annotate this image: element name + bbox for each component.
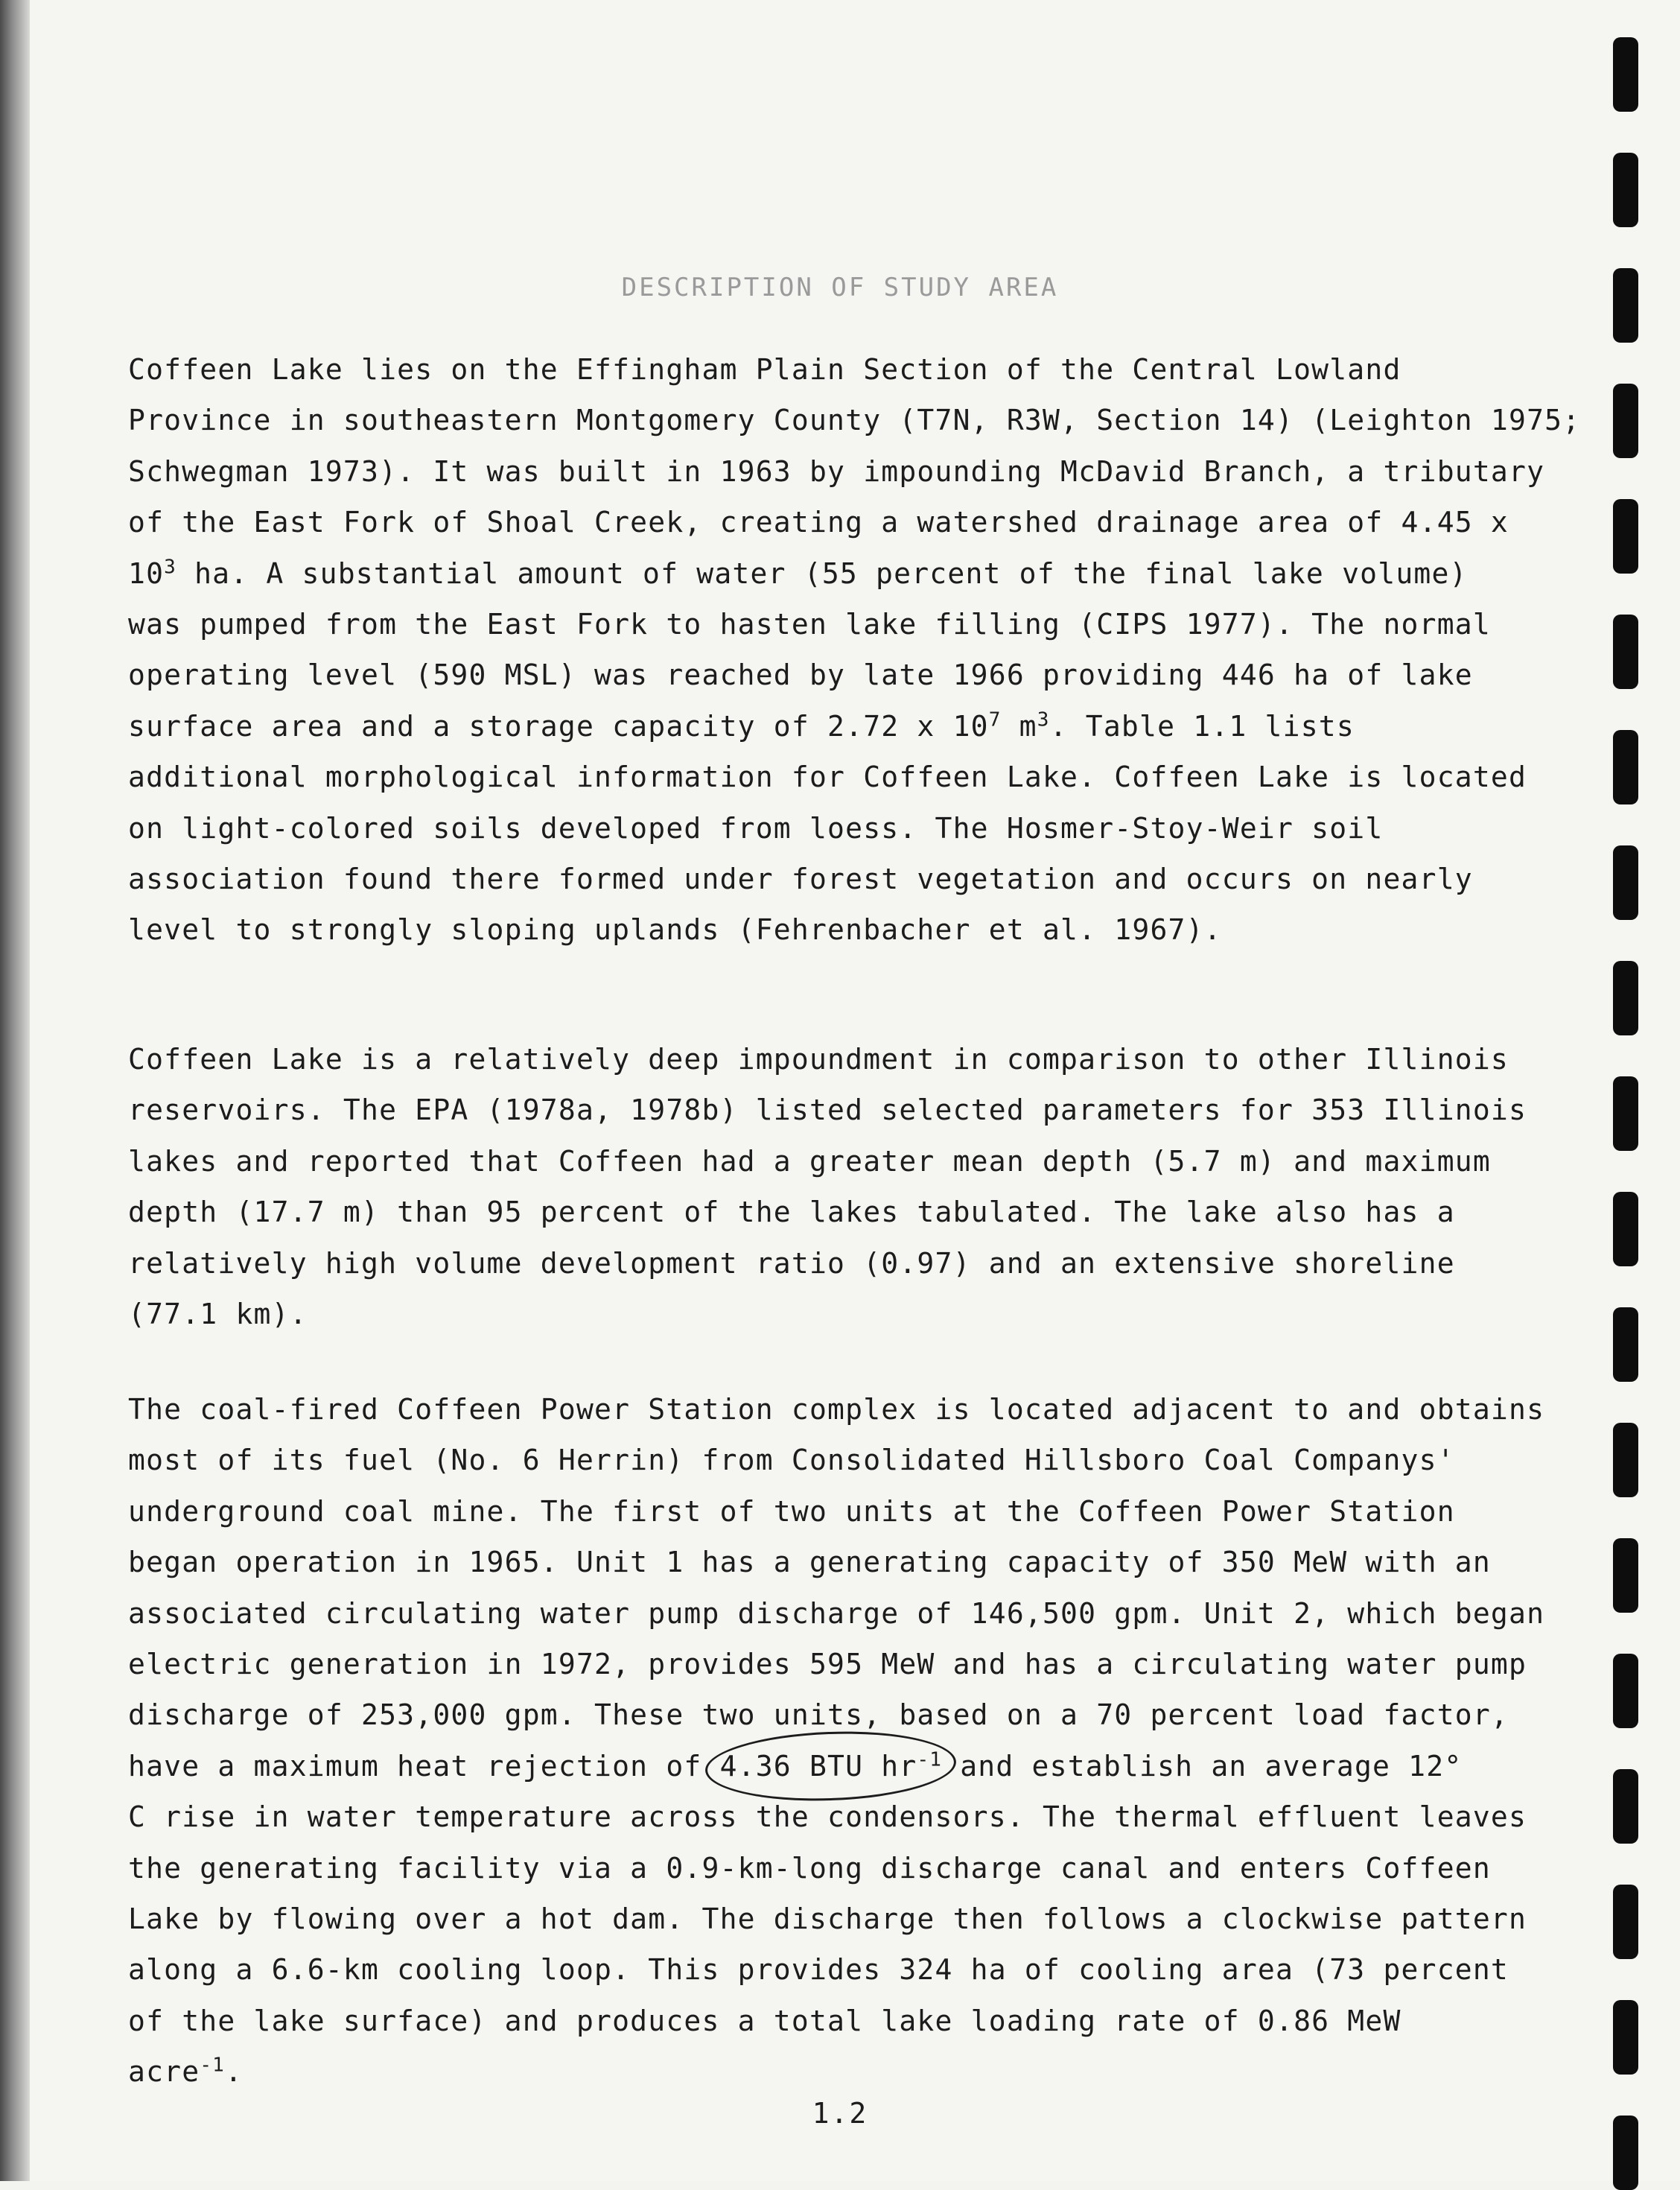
punch-hole <box>1613 961 1638 1035</box>
punch-hole <box>1613 1885 1638 1959</box>
superscript: -1 <box>917 1748 943 1771</box>
text-line: (77.1 km). <box>128 1298 308 1331</box>
punch-hole <box>1613 1192 1638 1266</box>
text-line: Schwegman 1973). It was built in 1963 by impounding McDavid Branch, a tributary <box>128 454 1545 488</box>
punch-hole <box>1613 1423 1638 1497</box>
text-fragment: m <box>1001 709 1037 743</box>
text-fragment: and establish an average 12° <box>942 1749 1463 1783</box>
punch-hole <box>1613 499 1638 574</box>
text-line <box>128 2046 1498 2097</box>
punch-hole <box>1613 153 1638 227</box>
superscript: 3 <box>164 555 177 578</box>
punch-hole <box>1613 845 1638 920</box>
text-line: The coal-fired Coffeen Power Station complex is located adjacent to and obtains <box>128 1393 1545 1426</box>
text-line: operating level (590 MSL) was reached by late 1966 providing 446 ha of lake <box>128 658 1473 692</box>
section-heading: DESCRIPTION OF STUDY AREA <box>621 273 1059 302</box>
page-number: 1.2 <box>812 2097 868 2130</box>
text-line: Lake by flowing over a hot dam. The discharge then follows a clockwise pattern <box>128 1902 1527 1936</box>
text-line: Coffeen Lake is a relatively deep impoundment in comparison to other Illinois <box>128 1043 1509 1076</box>
text-line: began operation in 1965. Unit 1 has a generating capacity of 350 MeW with an <box>128 1546 1491 1579</box>
paragraph-power-station <box>128 1384 1545 2098</box>
text-line: lakes and reported that Coffeen had a greater mean depth (5.7 m) and maximum <box>128 1144 1491 1178</box>
text-line: C rise in water temperature across the condensors. The thermal effluent leaves <box>128 1800 1527 1834</box>
paragraph-lake-depth <box>128 1034 1527 1339</box>
text-line: depth (17.7 m) than 95 percent of the lakes tabulated. The lake also has a <box>128 1196 1455 1229</box>
circled-value: 4.36 BTU hr <box>719 1749 917 1783</box>
text-line: reservoirs. The EPA (1978a, 1978b) listed selected parameters for 353 Illinois <box>128 1094 1527 1127</box>
text-line: Province in southeastern Montgomery County (T7N, R3W, Section 14) (Leighton 1975; <box>128 404 1581 437</box>
text-line: electric generation in 1972, provides 595 MeW and has a circulating water pump <box>128 1648 1527 1681</box>
handwritten-circle-annotation <box>720 1741 943 1791</box>
punch-hole <box>1613 1307 1638 1382</box>
text-fragment: . Table 1.1 lists <box>1049 709 1355 743</box>
text-fragment: acre <box>128 2055 200 2089</box>
text-line: association found there formed under forest vegetation and occurs on nearly <box>128 863 1473 896</box>
text-line <box>128 1741 1498 1791</box>
punch-hole <box>1613 1769 1638 1844</box>
text-line: the generating facility via a 0.9-km-long discharge canal and enters Coffeen <box>128 1851 1491 1885</box>
text-line: associated circulating water pump discharge of 146,500 gpm. Unit 2, which began <box>128 1596 1545 1630</box>
superscript: 3 <box>1037 708 1050 731</box>
text-line: Coffeen Lake lies on the Effingham Plain Section of the Central Lowland <box>128 353 1401 386</box>
punch-hole <box>1613 1076 1638 1151</box>
text-line: discharge of 253,000 gpm. These two units, based on a 70 percent load factor, <box>128 1698 1509 1732</box>
text-fragment: 10 <box>128 556 165 590</box>
text-line: relatively high volume development ratio (0.97) and an extensive shoreline <box>128 1246 1455 1280</box>
punch-hole <box>1613 615 1638 689</box>
text-fragment: have a maximum heat rejection of <box>128 1749 720 1783</box>
punch-hole <box>1613 1654 1638 1728</box>
paragraph-lake-description <box>128 344 1581 956</box>
text-line: was pumped from the East Fork to hasten lake filling (CIPS 1977). The normal <box>128 608 1491 641</box>
text-line: most of its fuel (No. 6 Herrin) from Consolidated Hillsboro Coal Companys' <box>128 1444 1455 1477</box>
punch-hole <box>1613 2000 1638 2075</box>
text-line: on light-colored soils developed from loess. The Hosmer-Stoy-Weir soil <box>128 811 1384 845</box>
text-line: additional morphological information for Coffeen Lake. Coffeen Lake is located <box>128 761 1527 794</box>
punch-hole <box>1613 37 1638 112</box>
text-fragment: . <box>225 2055 244 2089</box>
punch-hole-strip <box>1613 37 1641 2181</box>
punch-hole <box>1613 730 1638 804</box>
text-fragment: surface area and a storage capacity of 2.72 x 10 <box>128 709 989 743</box>
superscript: 7 <box>988 708 1002 731</box>
text-line: of the lake surface) and produces a total lake loading rate of 0.86 MeW <box>128 2004 1401 2037</box>
text-line: along a 6.6-km cooling loop. This provides 324 ha of cooling area (73 percent <box>128 1953 1509 1987</box>
text-line <box>128 548 1498 599</box>
binding-edge-shadow <box>0 0 30 2181</box>
text-line <box>128 701 1498 752</box>
text-line: underground coal mine. The first of two units at the Coffeen Power Station <box>128 1494 1455 1528</box>
text-line: level to strongly sloping uplands (Fehrenbacher et al. 1967). <box>128 913 1222 947</box>
superscript: -1 <box>200 2054 226 2077</box>
punch-hole <box>1613 1538 1638 1613</box>
text-fragment: ha. A substantial amount of water (55 percent of the final lake volume) <box>176 556 1468 590</box>
text-line: of the East Fork of Shoal Creek, creating a watershed drainage area of 4.45 x <box>128 506 1509 539</box>
punch-hole <box>1613 384 1638 458</box>
